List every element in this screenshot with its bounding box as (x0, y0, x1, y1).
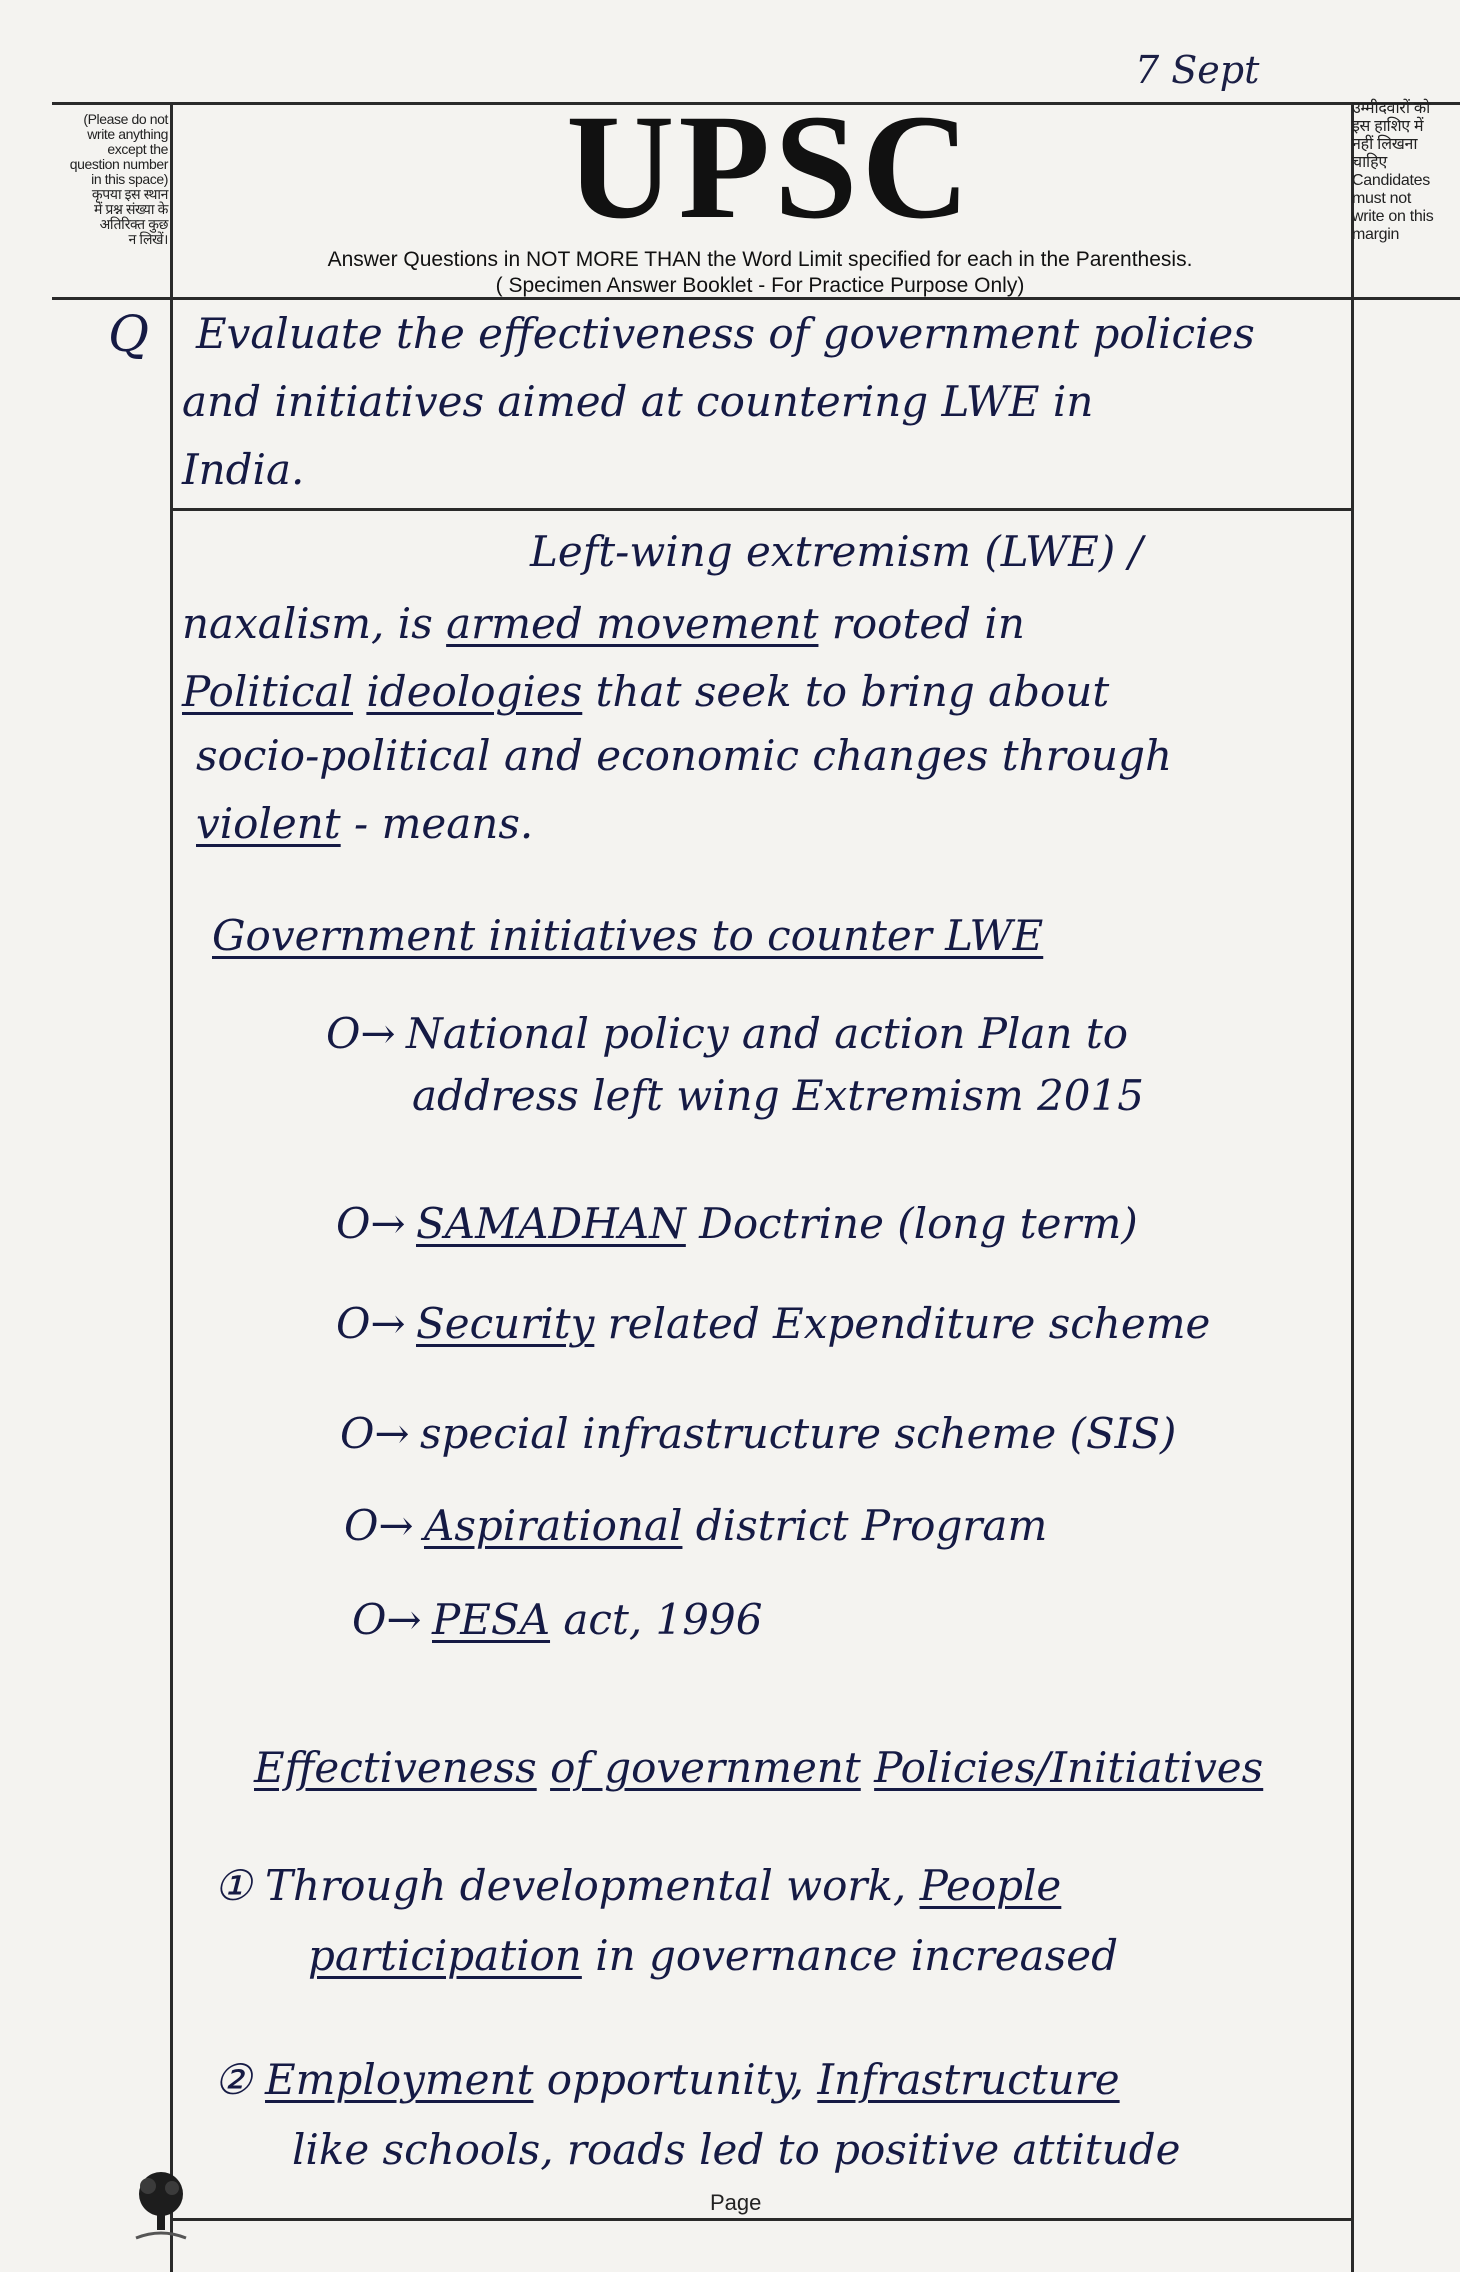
initiative-item-6: O→ PESA act, 1996 (352, 1595, 763, 1644)
effectiveness-point-1: ① Through developmental work, People (214, 1861, 1062, 1910)
question-line-2: and initiatives aimed at countering LWE in (182, 377, 1094, 426)
bullet-arrow-icon: O→ (344, 1501, 414, 1550)
page-label: Page (710, 2190, 762, 2215)
initiative-item-1: O→ National policy and action Plan to (326, 1009, 1129, 1058)
effectiveness-point-2-cont: like schools, roads led to positive attitude (292, 2125, 1181, 2174)
definition-line-1: naxalism, is armed movement rooted in (182, 599, 1025, 648)
bullet-arrow-icon: O→ (352, 1595, 422, 1644)
right-margin-border (1351, 102, 1354, 2272)
initiatives-heading: Government initiatives to counter LWE (212, 911, 1044, 960)
footer-border (170, 2218, 1354, 2221)
definition-line-2: Political ideologies that seek to bring about (182, 667, 1110, 716)
question-line-3: India. (182, 445, 305, 494)
bullet-arrow-icon: O→ (336, 1199, 406, 1248)
effectiveness-point-2: ② Employment opportunity, Infrastructure (214, 2055, 1120, 2104)
initiative-item-4: O→ special infrastructure scheme (SIS) (340, 1409, 1177, 1458)
bullet-arrow-icon: O→ (336, 1299, 406, 1348)
effectiveness-point-1-cont: participation in governance increased (308, 1931, 1118, 1980)
bullet-arrow-icon: O→ (326, 1009, 396, 1058)
initiative-item-3: O→ Security related Expenditure scheme (336, 1299, 1211, 1348)
initiative-item-5: O→ Aspirational district Program (344, 1501, 1048, 1550)
left-margin-border (170, 102, 173, 2272)
definition-line-4: violent - means. (196, 799, 534, 848)
specimen-note: ( Specimen Answer Booklet - For Practice Purpose Only) (495, 274, 1025, 297)
right-margin-note: उम्मीदवारों को इस हाशिए में नहीं लिखना चाहिए Candidates must not write on this margin (1352, 100, 1434, 243)
question-separator (170, 508, 1354, 511)
initiative-item-2: O→ SAMADHAN Doctrine (long term) (336, 1199, 1138, 1248)
left-margin-note: (Please do not write anything except the question number in this space) कृपया इस स्थान में प्रश्न संख्या के अतिरिक्त कुछ न लिखें। (69, 111, 168, 247)
definition-line-3: socio-political and economic changes through (196, 731, 1173, 780)
question-line-1: Evaluate the effectiveness of government policies (196, 309, 1255, 358)
tree-logo-icon (128, 2168, 194, 2248)
upsc-title: UPSC (566, 84, 974, 250)
instruction-line: Answer Questions in NOT MORE THAN the Word Limit specified for each in the Parenthesis. (327, 248, 1193, 271)
answer-heading: Left-wing extremism (LWE) / (530, 527, 1143, 576)
date-note: 7 Sept (1135, 48, 1260, 92)
initiative-item-1-cont: address left wing Extremism 2015 (412, 1071, 1144, 1120)
bullet-arrow-icon: O→ (340, 1409, 410, 1458)
question-label: Q (108, 305, 149, 363)
effectiveness-heading: Effectiveness of government Policies/Initiatives (254, 1743, 1264, 1792)
